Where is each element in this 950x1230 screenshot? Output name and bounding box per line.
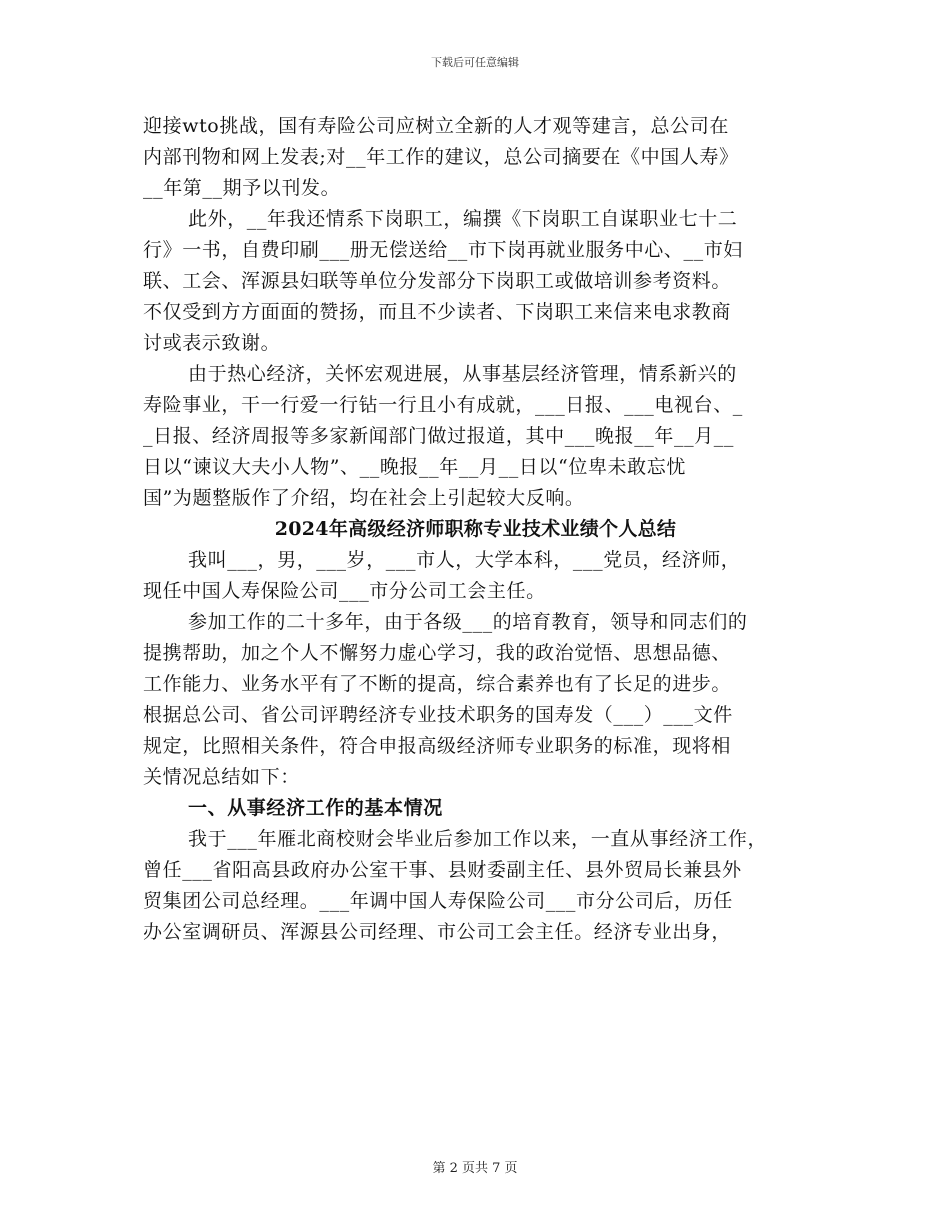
body-line: 规定，比照相关条件，符合申报高级经济师专业职务的标准，现将相 — [143, 735, 732, 757]
body-line: 工作能力、业务水平有了不断的提高，综合素养也有了长足的进步。 — [143, 673, 732, 695]
page-header: 下载后可任意编辑 — [431, 56, 519, 69]
body-line: 不仅受到方方面面的赞扬，而且不少读者、下岗职工来信来电求教商 — [143, 301, 732, 323]
body-line: 国”为题整版作了介绍，均在社会上引起较大反响。 — [143, 487, 585, 509]
paragraph-start: 参加工作的二十多年，由于各级___的培育教育，领导和同志们的 — [188, 611, 748, 633]
body-line: __年第__期予以刊发。 — [143, 177, 341, 199]
body-line: 曾任___省阳高县政府办公室干事、县财委副主任、县外贸局长兼县外 — [143, 859, 742, 881]
section-heading: 一、从事经济工作的基本情况 — [188, 797, 443, 819]
body-line: 提携帮助，加之个人不懈努力虚心学习，我的政治觉悟、思想品德、 — [143, 642, 732, 664]
body-line: 行》一书，自费印刷___册无偿送给__市下岗再就业服务中心、__市妇 — [143, 239, 743, 261]
paragraph-start: 我叫___，男，___岁，___市人，大学本科，___党员，经济师， — [188, 549, 741, 571]
body-line: 根据总公司、省公司评聘经济专业技术职务的国寿发（___）___文件 — [143, 704, 733, 726]
document-body — [143, 111, 808, 948]
body-line: 贸集团公司总经理。___年调中国人寿保险公司___市分公司后，历任 — [143, 890, 733, 912]
body-line: 联、工会、浑源县妇联等单位分发部分下岗职工或做培训参考资料。 — [143, 270, 732, 292]
paragraph-start: 由于热心经济，关怀宏观进展，从事基层经济管理，情系新兴的 — [188, 363, 737, 385]
body-line: 讨或表示致谢。 — [143, 332, 281, 354]
document-title: 2024年高级经济师职称专业技术业绩个人总结 — [274, 518, 677, 540]
body-line: 迎接wto挑战，国有寿险公司应树立全新的人才观等建言，总公司在 — [143, 115, 729, 137]
body-line: 日以“谏议大夫小人物”、__晚报__年__月__日以“位卑未敢忘忧 — [143, 456, 686, 478]
paragraph-start: 此外，__年我还情系下岗职工，编撰《下岗职工自谋职业七十二 — [188, 208, 738, 230]
body-line: _日报、经济周报等多家新闻部门做过报道，其中___晚报__年__月__ — [143, 425, 735, 447]
body-line: 寿险事业，干一行爱一行钻一行且小有成就，___日报、___电视台、_ — [143, 394, 743, 416]
body-line: 内部刊物和网上发表;对__年工作的建议，总公司摘要在《中国人寿》 — [143, 146, 739, 168]
body-line: 关情况总结如下： — [143, 766, 300, 788]
page-footer: 第 2 页共 7 页 — [432, 1161, 518, 1176]
body-line: 办公室调研员、浑源县公司经理、市公司工会主任。经济专业出身， — [143, 921, 732, 943]
body-line: 现任中国人寿保险公司___市分公司工会主任。 — [143, 580, 546, 602]
paragraph-start: 我于___年雁北商校财会毕业后参加工作以来，一直从事经济工作， — [188, 828, 768, 850]
